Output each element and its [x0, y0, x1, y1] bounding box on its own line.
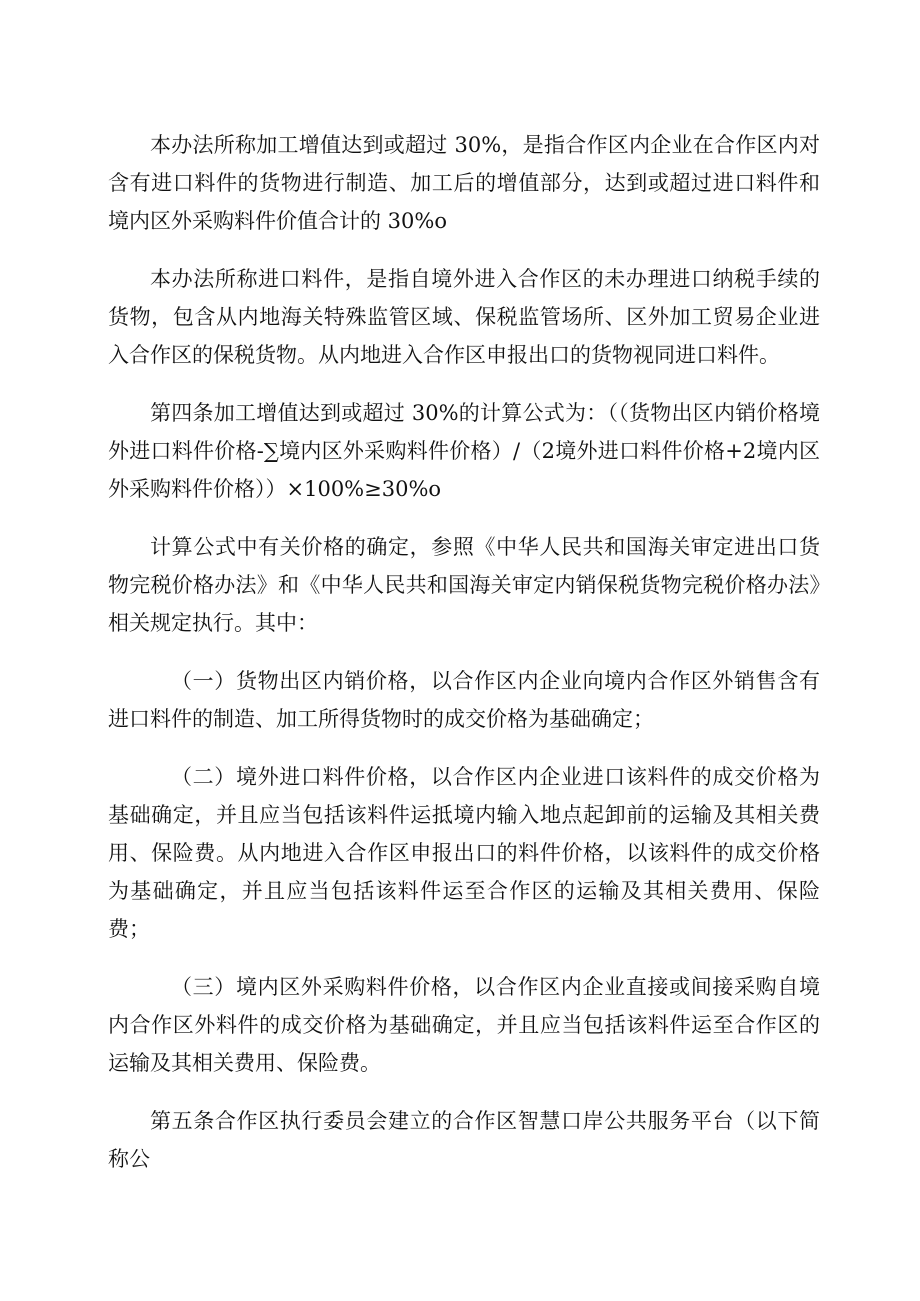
paragraph-article-4-formula: 第四条加工增值达到或超过 30%的计算公式为：（（货物出区内销价格境外进口料件价格-∑境内区外采购料件价格）/（2境外进口料件价格+2境内区外采购料件价格））×100%≥30%o: [108, 401, 820, 501]
paragraph-price-determination: 计算公式中有关价格的确定，参照《中华人民共和国海关审定进出口货物完税价格办法》和《中华人民共和国海关审定内销保税货物完税价格办法》相关规定执行。其中：: [108, 535, 820, 635]
paragraph-item-2: （二）境外进口料件价格，以合作区内企业进口该料件的成交价格为基础确定，并且应当包括该料件运抵境内输入地点起卸前的运输及其相关费用、保险费。从内地进入合作区申报出口的料件价格，以该料件的成交价格为基础确定，并且应当包括该料件运至合作区的运输及其相关费用、保险费；: [108, 765, 820, 941]
paragraph-item-1: （一）货物出区内销价格，以合作区内企业向境内合作区外销售含有进口料件的制造、加工所得货物时的成交价格为基础确定；: [108, 669, 820, 731]
paragraph-item-3: （三）境内区外采购料件价格，以合作区内企业直接或间接采购自境内合作区外料件的成交价格为基础确定，并且应当包括该料件运至合作区的运输及其相关费用、保险费。: [108, 975, 820, 1075]
paragraph-value-added-definition: 本办法所称加工增值达到或超过 30%，是指合作区内企业在合作区内对含有进口料件的货物进行制造、加工后的增值部分，达到或超过进口料件和境内区外采购料件价值合计的 30%o: [108, 133, 820, 233]
paragraph-imported-materials-definition: 本办法所称进口料件，是指自境外进入合作区的未办理进口纳税手续的货物，包含从内地海关特殊监管区域、保税监管场所、区外加工贸易企业进入合作区的保税货物。从内地进入合作区申报出口的货物视同进口料件。: [108, 267, 820, 367]
paragraph-article-5: 第五条合作区执行委员会建立的合作区智慧口岸公共服务平台（以下简称公: [108, 1109, 820, 1171]
